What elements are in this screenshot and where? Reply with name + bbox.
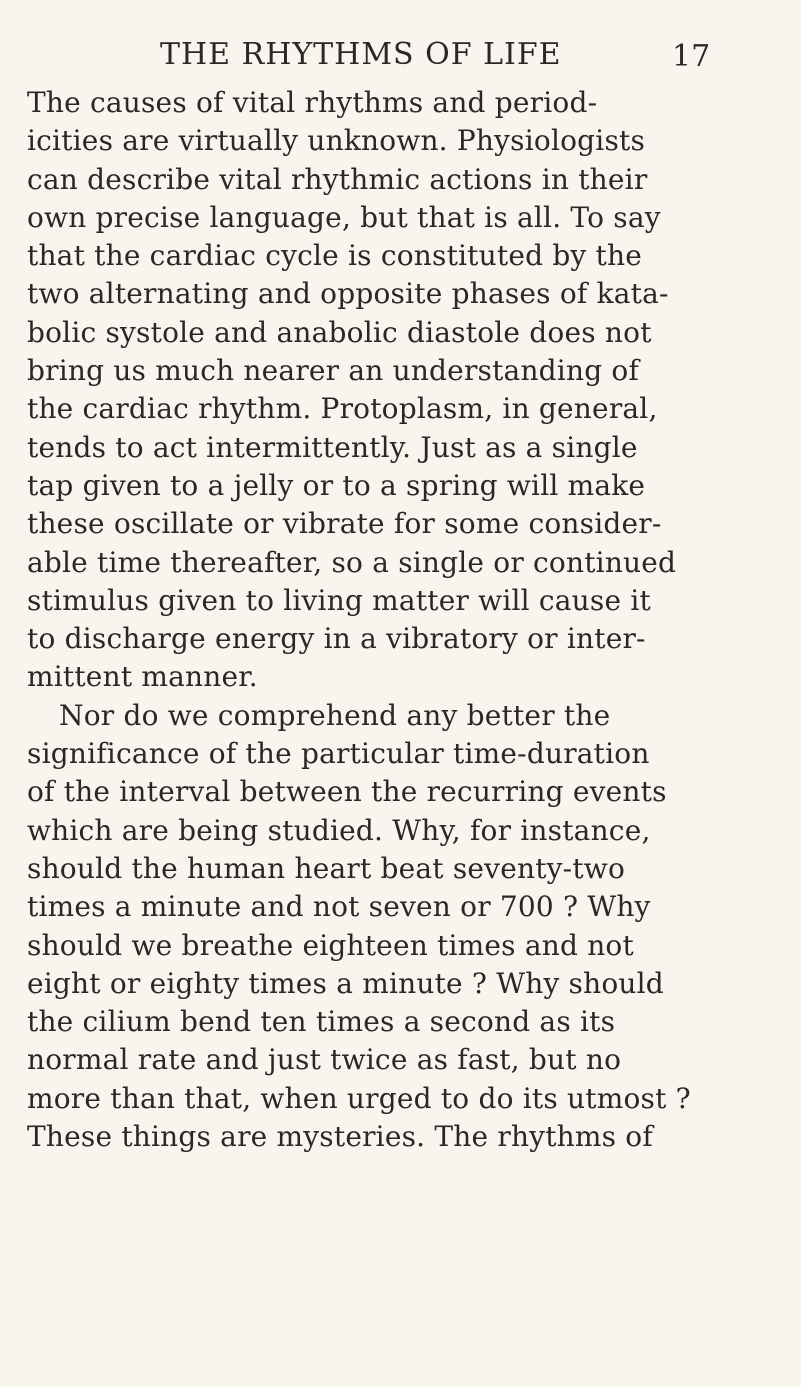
text-line: the cilium bend ten times a second as its [27, 1005, 616, 1039]
text-line: bolic systole and anabolic diastole does not [27, 315, 652, 349]
text-line: stimulus given to living matter will cause it [27, 583, 651, 617]
text-line: can describe vital rhythmic actions in their [27, 162, 648, 196]
text-line: should we breathe eighteen times and not [27, 928, 634, 962]
page-header [0, 37, 801, 81]
text-line: bring us much nearer an understanding of [27, 354, 640, 388]
text-line: eight or eighty times a minute ? Why should [27, 966, 664, 1000]
body-text [27, 84, 743, 1156]
paragraph-start-line: Nor do we comprehend any better the [59, 698, 611, 732]
text-line: normal rate and just twice as fast, but no [27, 1043, 622, 1077]
text-line: that the cardiac cycle is constituted by the [27, 239, 643, 273]
text-line: The causes of vital rhythms and period- [27, 86, 598, 119]
text-line: tends to act intermittently. Just as a single [27, 430, 638, 464]
running-head: THE RHYTHMS OF LIFE [160, 37, 562, 72]
text-line: more than that, when urged to do its utmost ? [27, 1081, 691, 1115]
text-line: the cardiac rhythm. Protoplasm, in general, [27, 392, 658, 426]
text-line: times a minute and not seven or 700 ? Why [27, 890, 651, 924]
text-line: mittent manner. [27, 660, 258, 694]
text-line: able time thereafter, so a single or continued [27, 545, 677, 579]
text-line: of the interval between the recurring events [27, 775, 667, 809]
text-line: These things are mysteries. The rhythms of [27, 1120, 653, 1154]
text-line: should the human heart beat seventy-two [27, 851, 626, 885]
text-line: to discharge energy in a vibratory or inter- [27, 622, 646, 656]
text-line: icities are virtually unknown. Physiologists [27, 124, 646, 158]
text-line: two alternating and opposite phases of kata- [27, 277, 669, 311]
text-line: these oscillate or vibrate for some consider- [27, 507, 662, 541]
page-number: 17 [672, 39, 711, 74]
text-line: tap given to a jelly or to a spring will make [27, 468, 646, 502]
text-line: own precise language, but that is all. To say [27, 200, 661, 234]
text-line: significance of the particular time-duration [27, 737, 650, 771]
text-line: which are being studied. Why, for instance, [27, 813, 651, 847]
